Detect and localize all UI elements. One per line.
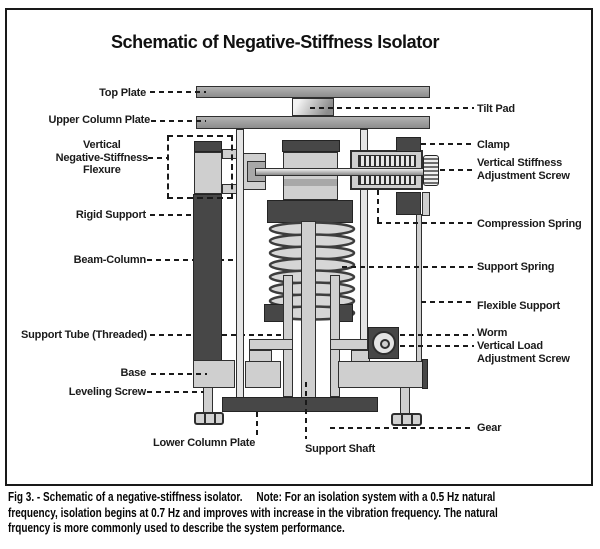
caption-line1: Fig 3. - Schematic of a negative-stiffness isolator. Note: For an isolation system with a 0.5 Hz natural <box>8 490 496 504</box>
label-support-spring: Support Spring <box>477 261 555 273</box>
label-flexure-line2: Negative-Stiffness <box>55 151 148 164</box>
stiffness-screw-rod <box>255 168 425 176</box>
label-flexure-line1: Vertical <box>83 139 121 151</box>
rigid-support-shape <box>193 194 222 362</box>
label-upper-column-plate: Upper Column Plate <box>48 114 150 126</box>
leader-load-screw <box>400 345 474 347</box>
label-rigid-support: Rigid Support <box>75 209 146 221</box>
caption-line3: frquency is more commonly used to describe the system performance. <box>8 521 345 535</box>
label-support-tube: Support Tube (Threaded) <box>21 329 147 341</box>
label-load-screw <box>477 340 570 365</box>
label-stiffness-screw-line2: Adjustment Screw <box>477 169 570 182</box>
leader-leveling-screw <box>147 391 204 393</box>
leveling-foot-left <box>194 412 224 425</box>
label-beam-column: Beam-Column <box>73 254 146 266</box>
leader-flexure <box>148 157 167 159</box>
label-tilt-pad: Tilt Pad <box>477 103 515 115</box>
lower-column-plate-shape <box>222 397 378 412</box>
gear-foot-right <box>391 413 422 426</box>
leader-worm <box>400 334 474 336</box>
leader-tilt-pad <box>310 107 474 109</box>
label-lower-column-plate: Lower Column Plate <box>153 437 256 449</box>
label-flexible-support: Flexible Support <box>477 300 560 312</box>
label-compression-spring: Compression Spring <box>477 218 582 230</box>
tube-bracket-left-arm <box>249 339 293 350</box>
stiffness-adjustment-knob <box>423 155 439 186</box>
label-load-screw-line1: Vertical Load <box>477 340 543 352</box>
center-stack-stripe <box>284 179 337 186</box>
clamp-shape <box>396 137 421 152</box>
leader-upper-column-plate <box>151 120 206 122</box>
leader-stiffness-screw <box>440 169 474 171</box>
center-stack-body <box>283 152 338 200</box>
support-tube-left <box>283 275 293 397</box>
leader-lower-column-plate <box>256 412 258 438</box>
label-flexure <box>56 139 148 177</box>
flexible-support-tab <box>422 192 430 216</box>
leader-support-spring <box>342 266 474 268</box>
leader-support-shaft <box>305 382 307 439</box>
leader-compression-vertical <box>377 190 379 223</box>
compression-spring-upper <box>358 155 416 167</box>
label-top-plate: Top Plate <box>99 87 146 99</box>
figure-title: Schematic of Negative-Stiffness Isolator <box>110 32 440 52</box>
label-load-screw-line2: Adjustment Screw <box>477 352 570 365</box>
tube-bracket-right-arm <box>330 339 368 350</box>
center-stack-cap <box>282 140 340 152</box>
label-leveling-screw: Leveling Screw <box>68 386 146 398</box>
leveling-screw-right-stem <box>400 384 410 414</box>
label-gear: Gear <box>477 422 502 434</box>
leader-clamp <box>421 143 474 145</box>
figure-caption <box>8 490 598 537</box>
leader-compression-spring <box>377 222 474 224</box>
label-worm: Worm <box>477 327 508 339</box>
label-stiffness-screw-line1: Vertical Stiffness <box>477 157 563 169</box>
label-flexure-line3: Flexure <box>82 164 121 176</box>
support-shaft-shape <box>301 221 316 400</box>
worm-gear-inner <box>380 339 390 349</box>
base-right-shape <box>338 361 423 388</box>
leader-top-plate <box>150 91 206 93</box>
base-mid-shape <box>245 361 281 388</box>
leader-flexible-support <box>421 301 474 303</box>
flexible-support-anchor <box>396 192 421 215</box>
base-right-cap <box>422 359 428 389</box>
label-support-shaft: Support Shaft <box>305 443 376 455</box>
flexible-support-rod <box>416 214 422 362</box>
flexure-dashed-outline <box>167 135 233 199</box>
top-plate-shape <box>196 86 430 98</box>
leader-gear <box>330 427 474 429</box>
upper-column-plate-shape <box>196 116 430 129</box>
spring-top-mount <box>267 200 353 223</box>
label-stiffness-screw <box>477 157 570 182</box>
leader-base <box>151 373 207 375</box>
label-base: Base <box>120 367 146 379</box>
label-clamp: Clamp <box>477 139 510 151</box>
caption-line2: frequency, isolation begins at 0.7 Hz and improves with increase in the vibration frequency. The natural <box>8 505 498 520</box>
